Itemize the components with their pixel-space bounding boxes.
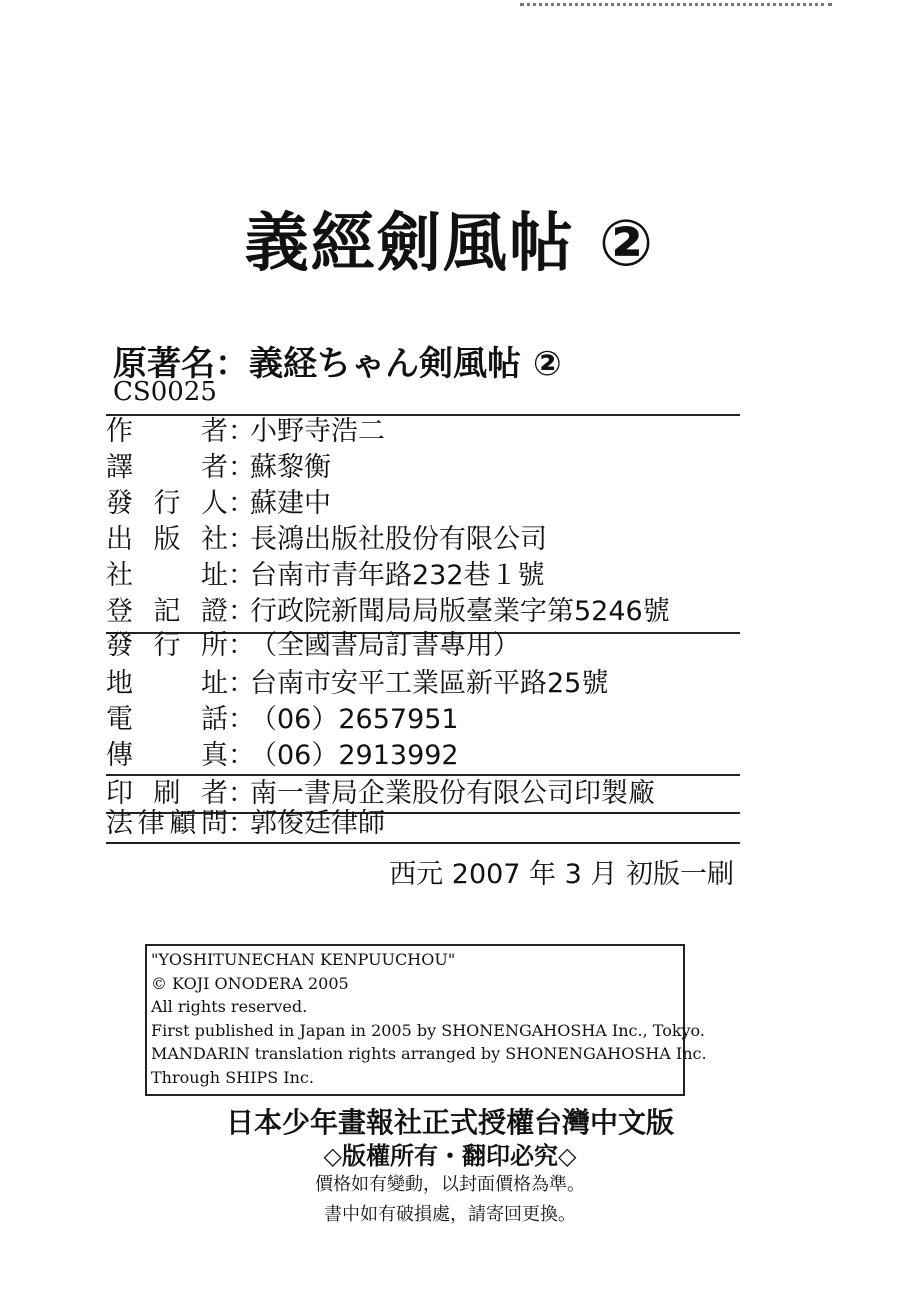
distribution-value: 台南市安平工業區新平路25號 [250,668,609,699]
credit-value: 小野寺浩二 [250,416,385,447]
printing-label: 法律顧問 [106,808,228,839]
top-edge-rule [520,3,832,6]
distribution-label: 發行所 [106,630,228,661]
authorization-notice: 日本少年畫報社正式授權台灣中文版 [225,1106,674,1139]
distribution-row-phone: 電話：（06）2657951 [106,702,459,738]
credit-row-translator: 譯者：蘇黎衡 [106,450,331,486]
distribution-row-fax: 傳真：（06）2913992 [106,738,459,774]
copyright-line: © KOJI ONODERA 2005 [151,973,349,993]
credit-row-address: 社址：台南市青年路232巷１號 [106,558,545,594]
copyright-line: "YOSHITUNECHAN KENPUUCHOU" [151,950,456,969]
copyright-line: MANDARIN translation rights arranged by SHONENGAHOSHA Inc. [151,1044,707,1063]
credit-label: 社址 [106,560,228,591]
distribution-label: 地址 [106,668,228,699]
printing-value: 南一書局企業股份有限公司印製廠 [250,778,655,809]
credit-row-publisher: 出版社：長鴻出版社股份有限公司 [106,522,547,558]
credit-value: 長鴻出版社股份有限公司 [250,524,547,555]
credit-label: 出版社 [106,524,228,555]
rights-reserved-notice: ◇版權所有・翻印必究◇ [323,1142,577,1170]
damage-notice: 書中如有破損處，請寄回更換。 [324,1204,576,1225]
edition-date: 西元 2007 年 3 月 初版一刷 [389,859,734,890]
credit-value: 台南市青年路232巷１號 [250,560,545,591]
copyright-line: All rights reserved. [151,997,308,1016]
credit-label: 登記證 [106,596,228,627]
copyright-line: Through SHIPS Inc. [151,1067,314,1087]
credit-value: 行政院新聞局局版臺業字第5246號 [250,596,670,627]
credit-label: 譯者 [106,452,228,483]
distribution-value: （06）2913992 [250,740,459,771]
catalog-code: CS0025 [113,377,217,407]
printing-value: 郭俊廷律師 [250,808,385,839]
price-notice: 價格如有變動，以封面價格為準。 [315,1174,585,1195]
copyright-box [145,944,707,1096]
copyright-line: First published in Japan in 2005 by SHONENGAHOSHA Inc., Tokyo. [151,1020,705,1040]
distribution-value: （06）2657951 [250,704,459,735]
credit-row-author: 作者：小野寺浩二 [106,414,385,450]
credit-row-publisher-person: 發行人：蘇建中 [106,486,331,522]
divider [106,842,740,844]
distribution-row-office: 發行所：（全國書局訂書專用） [106,628,520,664]
printing-row-printer: 印刷者：南一書局企業股份有限公司印製廠 [106,776,655,812]
credit-row-registration: 登記證：行政院新聞局局版臺業字第5246號 [106,594,670,630]
printing-label: 印刷者 [106,778,228,809]
printing-row-legal: 法律顧問：郭俊廷律師 [106,806,385,842]
distribution-label: 電話 [106,704,228,735]
credit-label: 發行人 [106,488,228,519]
book-title: 義經劍風帖 ② [244,207,656,281]
distribution-label: 傳真 [106,740,228,771]
credit-label: 作者 [106,416,228,447]
distribution-value: （全國書局訂書專用） [250,630,520,661]
original-title: 原著名：義経ちゃん剣風帖 ② [113,344,562,384]
distribution-row-address: 地址：台南市安平工業區新平路25號 [106,666,608,702]
credit-value: 蘇黎衡 [250,452,331,483]
credit-value: 蘇建中 [250,488,331,519]
